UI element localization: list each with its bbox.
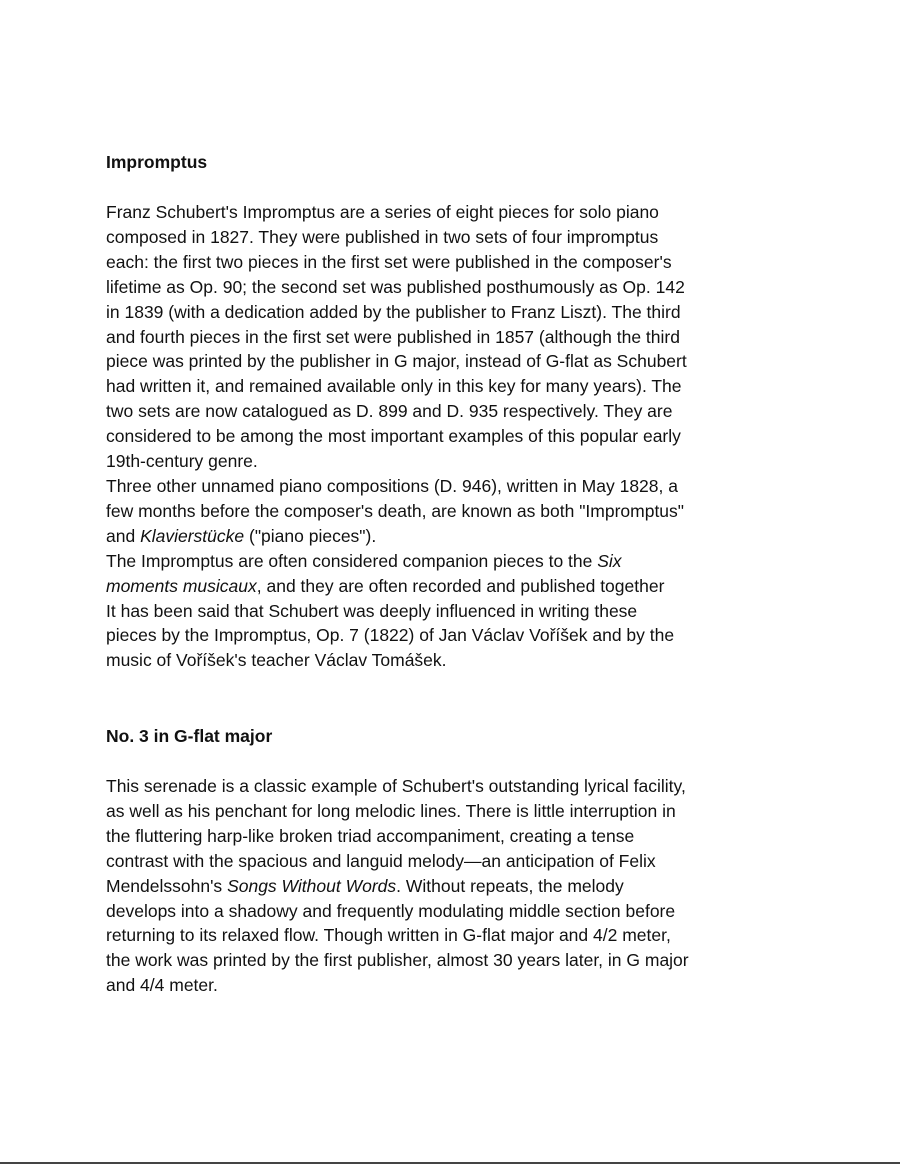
text-line <box>106 374 806 399</box>
text-line <box>106 799 806 824</box>
text-segment: few months before the composer's death, are known as both "Impromptus" <box>106 500 685 521</box>
text-segment: contrast with the spacious and languid melody—an anticipation of Felix <box>106 850 656 871</box>
text-line <box>106 623 806 648</box>
text-segment: develops into a shadowy and frequently modulating middle section before <box>106 900 676 921</box>
text-line <box>106 499 806 524</box>
text-line <box>106 200 806 225</box>
text-line <box>106 899 806 924</box>
text-segment: lifetime as Op. 90; the second set was published posthumously as Op. 142 <box>106 276 685 297</box>
text-line <box>106 424 806 449</box>
text-line <box>106 349 806 374</box>
text-segment: The Impromptus are often considered companion pieces to the <box>106 550 598 571</box>
text-line <box>106 275 806 300</box>
text-segment: returning to its relaxed flow. Though written in G-flat major and 4/2 meter, <box>106 925 671 946</box>
text-segment: 19th-century genre. <box>106 451 258 472</box>
text-segment: pieces by the Impromptus, Op. 7 (1822) of Jan Václav Voříšek and by the <box>106 625 675 646</box>
text-segment: , and they are often recorded and published together <box>256 575 665 596</box>
text-line <box>106 524 806 549</box>
text-line <box>106 648 806 673</box>
text-segment: the work was printed by the first publisher, almost 30 years later, in G major <box>106 950 689 971</box>
text-segment: . Without repeats, the melody <box>396 875 624 896</box>
text-line <box>106 399 806 424</box>
text-line <box>106 549 806 574</box>
text-segment: each: the first two pieces in the first set were published in the composer's <box>106 251 672 272</box>
italic-title: Six <box>597 550 622 571</box>
text-line <box>106 599 806 624</box>
text-line <box>106 849 806 874</box>
text-segment: ("piano pieces"). <box>244 525 377 546</box>
text-line <box>106 874 806 899</box>
text-segment: considered to be among the most important examples of this popular early <box>106 426 681 447</box>
text-segment: had written it, and remained available only in this key for many years). The <box>106 376 682 397</box>
text-segment: two sets are now catalogued as D. 899 and D. 935 respectively. They are <box>106 401 673 422</box>
text-line <box>106 574 806 599</box>
text-line <box>106 225 806 250</box>
italic-title: Klavierstücke <box>140 525 245 546</box>
text-line <box>106 474 806 499</box>
text-line <box>106 449 806 474</box>
text-segment: This serenade is a classic example of Schubert's outstanding lyrical facility, <box>106 776 686 796</box>
text-line <box>106 973 806 998</box>
text-segment: It has been said that Schubert was deeply influenced in writing these <box>106 600 638 621</box>
text-segment: music of Voříšek's teacher Václav Tomášek. <box>106 650 447 671</box>
text-segment: as well as his penchant for long melodic lines. There is little interruption in <box>106 800 676 821</box>
text-segment: Mendelssohn's <box>106 875 228 896</box>
text-segment: piece was printed by the publisher in G major, instead of G-flat as Schubert <box>106 351 687 372</box>
text-segment: composed in 1827. They were published in two sets of four impromptus <box>106 226 659 247</box>
section-body-no3-g-flat-major <box>106 774 806 998</box>
section-body-impromptus <box>106 200 806 673</box>
text-line <box>106 923 806 948</box>
text-line <box>106 250 806 275</box>
text-segment: and fourth pieces in the first set were published in 1857 (although the third <box>106 326 680 347</box>
italic-title: Songs Without Words <box>227 875 397 896</box>
text-segment: in 1839 (with a dedication added by the publisher to Franz Liszt). The third <box>106 301 681 322</box>
text-line <box>106 325 806 350</box>
text-line <box>106 824 806 849</box>
section-heading-no3-g-flat-major: No. 3 in G-flat major <box>106 726 273 746</box>
text-segment: the fluttering harp-like broken triad accompaniment, creating a tense <box>106 825 635 846</box>
text-segment: and 4/4 meter. <box>106 975 218 996</box>
text-line <box>106 774 806 799</box>
text-line <box>106 300 806 325</box>
italic-title: moments musicaux <box>106 575 257 596</box>
text-segment: and <box>106 525 141 546</box>
text-line <box>106 948 806 973</box>
text-segment: Three other unnamed piano compositions (D. 946), written in May 1828, a <box>106 475 678 496</box>
section-heading-impromptus: Impromptus <box>106 152 208 172</box>
text-segment: Franz Schubert's Impromptus are a series of eight pieces for solo piano <box>106 202 659 222</box>
